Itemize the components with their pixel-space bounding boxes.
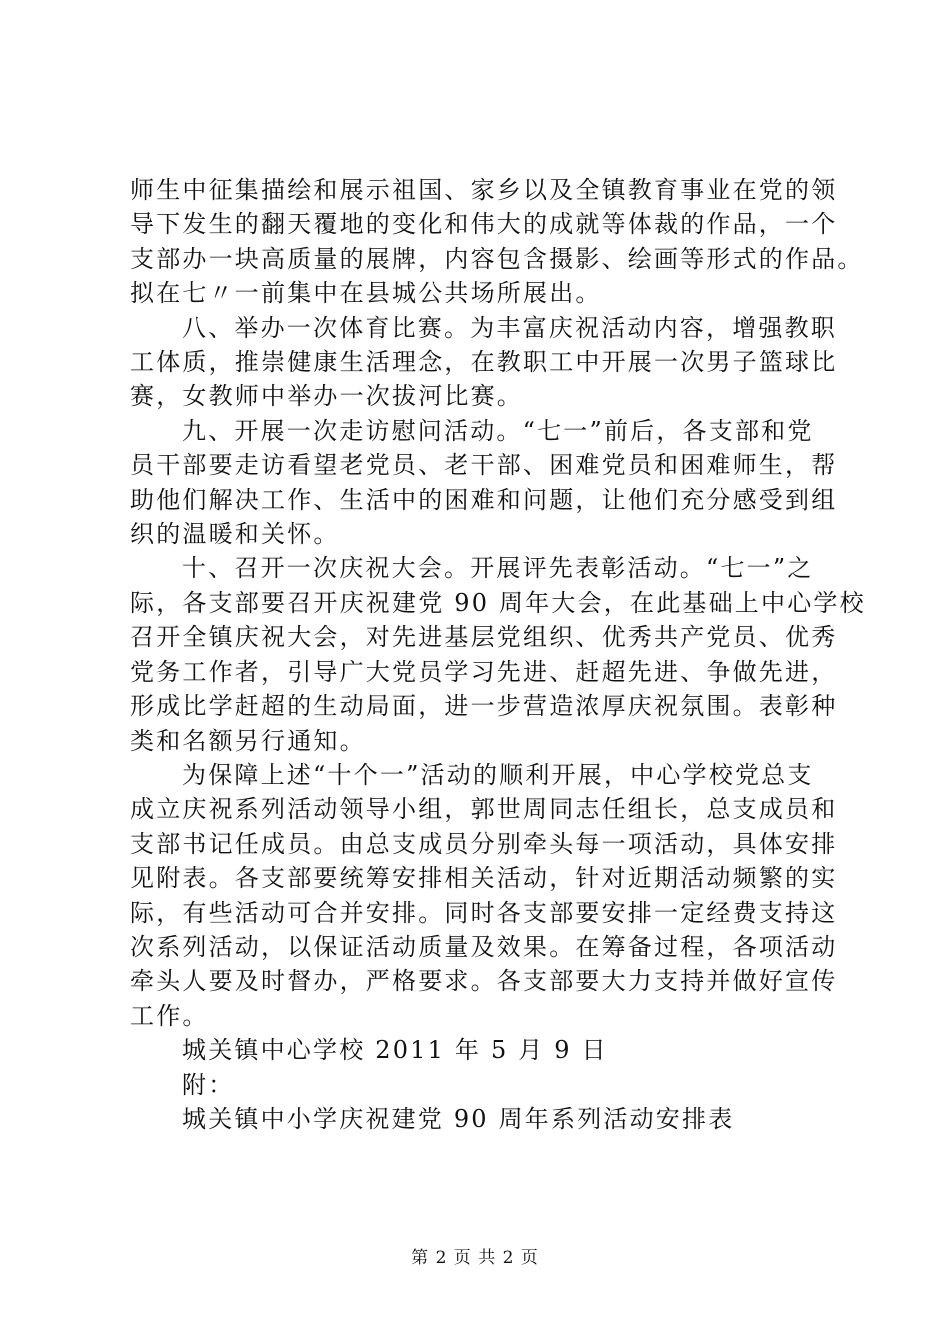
text-line: 工体质，推崇健康生活理念，在教职工中开展一次男子篮球比 [130, 348, 838, 377]
text-line: 助他们解决工作、生活中的困难和问题，让他们充分感受到组 [130, 485, 838, 514]
text-line: 九、开展一次走访慰问活动。“七一”前后，各支部和党 [182, 416, 814, 445]
text-line: 际，各支部要召开庆祝建党 90 周年大会，在此基础上中心学校 [130, 588, 866, 617]
page-footer: 第 2 页 共 2 页 [411, 1248, 539, 1268]
text-line: 城关镇中心学校 2011 年 5 月 9 日 [182, 1036, 608, 1065]
text-line: 附： [182, 1070, 235, 1099]
document-body [130, 173, 866, 1136]
text-line: 十、召开一次庆祝大会。开展评先表彰活动。“七一”之 [182, 554, 814, 583]
text-line: 成立庆祝系列活动领导小组，郭世周同志任组长，总支成员和 [130, 795, 838, 824]
text-line: 织的温暖和关怀。 [130, 520, 340, 549]
text-line: 赛，女教师中举办一次拔河比赛。 [130, 382, 523, 411]
text-line: 牵头人要及时督办，严格要求。各支部要大力支持并做好宣传 [130, 967, 838, 996]
text-line: 见附表。各支部要统筹安排相关活动，针对近期活动频繁的实 [130, 864, 838, 893]
text-line: 工作。 [130, 1001, 209, 1030]
text-line: 支部书记任成员。由总支成员分别牵头每一项活动，具体安排 [130, 829, 838, 858]
text-line: 拟在七〃一前集中在县城公共场所展出。 [130, 279, 602, 308]
text-line: 为保障上述“十个一”活动的顺利开展，中心学校党总支 [182, 760, 814, 789]
text-line: 八、举办一次体育比赛。为丰富庆祝活动内容，增强教职 [182, 313, 837, 342]
text-line: 际，有些活动可合并安排。同时各支部要安排一定经费支持这 [130, 898, 838, 927]
text-line: 员干部要走访看望老党员、老干部、困难党员和困难师生，帮 [130, 451, 838, 480]
text-line: 师生中征集描绘和展示祖国、家乡以及全镇教育事业在党的领 [130, 176, 838, 204]
text-line: 形成比学赶超的生动局面，进一步营造浓厚庆祝氛围。表彰种 [130, 692, 838, 721]
text-line: 次系列活动，以保证活动质量及效果。在筹备过程，各项活动 [130, 932, 838, 961]
text-line: 支部办一块高质量的展牌，内容包含摄影、绘画等形式的作品。 [130, 244, 864, 273]
text-line: 召开全镇庆祝大会，对先进基层党组织、优秀共产党员、优秀 [130, 623, 838, 652]
text-line: 城关镇中小学庆祝建党 90 周年系列活动安排表 [182, 1104, 735, 1133]
text-line: 党务工作者，引导广大党员学习先进、赶超先进、争做先进， [130, 657, 838, 686]
text-line: 导下发生的翻天覆地的变化和伟大的成就等体裁的作品，一个 [130, 210, 838, 239]
text-line: 类和名额另行通知。 [130, 726, 366, 755]
